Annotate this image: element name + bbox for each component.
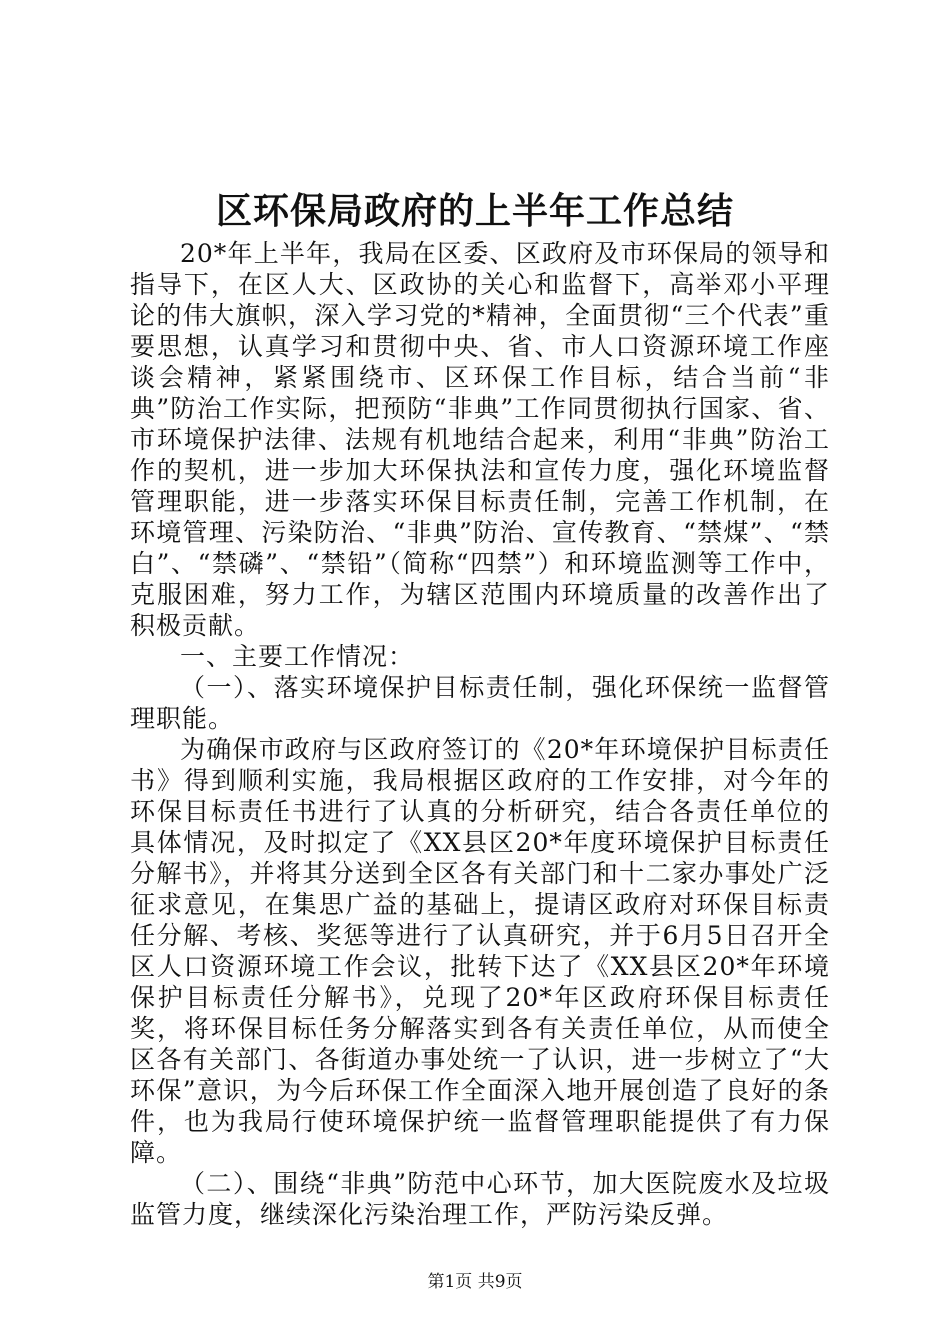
subsection-heading-1: （一）、落实环境保护目标责任制，强化环保统一监督管理职能。 (130, 673, 830, 733)
section-heading: 一、主要工作情况： (180, 642, 415, 671)
subsection-heading-2: （二）、围绕“非典”防范中心环节，加大医院废水及垃圾监管力度，继续深化污染治理工作，严防污染反弹。 (130, 1169, 830, 1229)
document-title: 区环保局政府的上半年工作总结 (215, 190, 734, 232)
intro-paragraph: 20*年上半年，我局在区委、区政府及市环保局的领导和指导下，在区人大、区政协的关心和监督下，高举邓小平理论的伟大旗帜，深入学习党的*精神，全面贯彻“三个代表”重要思想，认真学习和贯彻中央、省、市人口资源环境工作座谈会精神，紧紧围绕市、区环保工作目标，结合当前“非典”防治工作实际，把预防“非典”工作同贯彻执行国家、省、市环境保护法律、法规有机地结合起来，利用“非典”防治工作的契机，进一步加大环保执法和宣传力度，强化环境监督管理职能，进一步落实环保目标责任制，完善工作机制，在环境管理、污染防治、“非典”防治、宣传教育、“禁煤”、“禁白”、“禁磷”、“禁铅”（简称“四禁”）和环境监测等工作中，克服困难，努力工作，为辖区范围内环境质量的改善作出了积极贡献。 (130, 239, 830, 640)
body-paragraph: 为确保市政府与区政府签订的《20*年环境保护目标责任书》得到顺利实施，我局根据区政府的工作安排，对今年的环保目标责任书进行了认真的分析研究，结合各责任单位的具体情况，及时拟定了《XX县区20*年度环境保护目标责任分解书》，并将其分送到全区各有关部门和十二家办事处广泛征求意见，在集思广益的基础上，提请区政府对环保目标责任分解、考核、奖惩等进行了认真研究，并于6月5日召开全区人口资源环境工作会议，批转下达了《XX县区20*年环境保护目标责任分解书》，兑现了20*年区政府环保目标责任奖，将环保目标任务分解落实到各有关责任单位，从而使全区各有关部门、各街道办事处统一了认识，进一步树立了“大环保”意识，为今后环保工作全面深入地开展创造了良好的条件，也为我局行使环境保护统一监督管理职能提供了有力保障。 (130, 735, 830, 1167)
page-number: 第1页 共9页 (427, 1272, 523, 1292)
document-body (130, 238, 830, 1230)
